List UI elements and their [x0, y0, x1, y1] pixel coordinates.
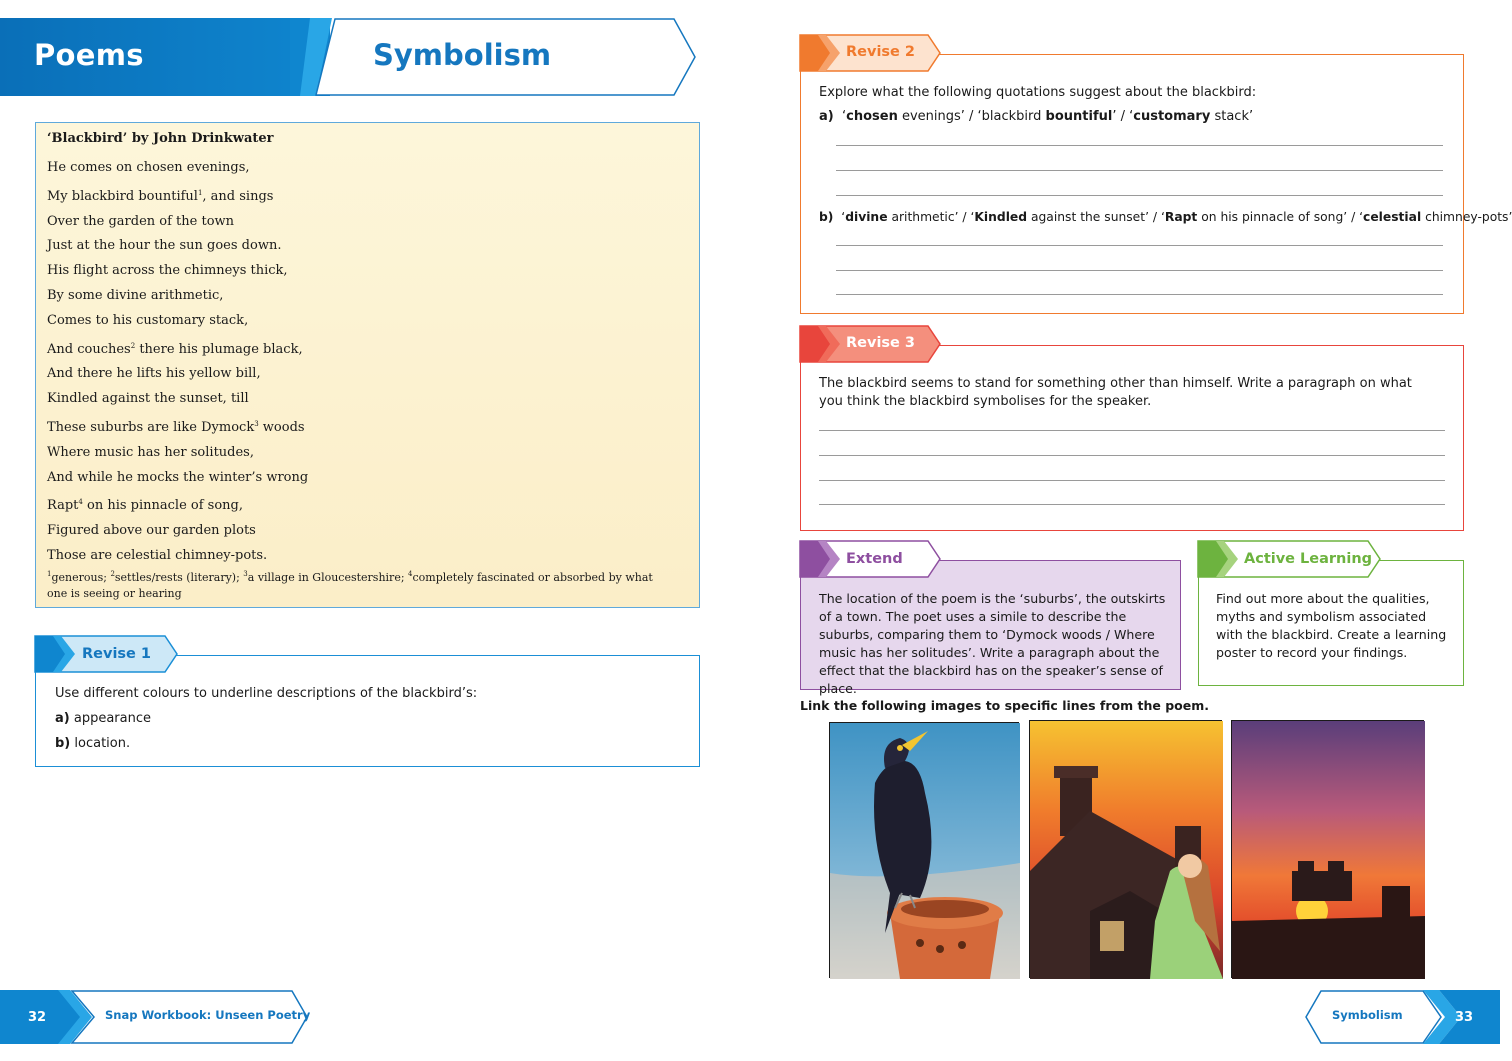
- poem-line: Rapt$^4$ on his pinnacle of song,: [47, 498, 243, 514]
- revise2-item-a: a) ‘chosen evenings’ / ‘blackbird bountiful’ / ‘customary stack’: [819, 109, 1254, 124]
- active-learning-label: Active Learning: [1244, 551, 1373, 567]
- answer-line[interactable]: [836, 294, 1443, 295]
- poem-footnotes: $^1$generous; $^2$settles/rests (literary); $^3$a village in Gloucestershire; $^4$completely fascinated or absorbed by what one is seeing or hearing: [47, 570, 653, 600]
- answer-line[interactable]: [819, 504, 1445, 505]
- answer-line[interactable]: [836, 170, 1443, 171]
- revise2-prompt: Explore what the following quotations suggest about the blackbird:: [819, 85, 1257, 100]
- answer-line[interactable]: [836, 270, 1443, 271]
- answer-line[interactable]: [819, 430, 1445, 431]
- revise1-prompt: Use different colours to underline descriptions of the blackbird’s:: [55, 686, 478, 701]
- poem-line: Over the garden of the town: [47, 213, 235, 229]
- revise1-item-b: b) location.: [55, 736, 131, 751]
- revise1-label: Revise 1: [82, 646, 152, 662]
- poem-line: And couches$^2$ there his plumage black,: [47, 341, 303, 357]
- left-footer-label: Snap Workbook: Unseen Poetry: [105, 1008, 311, 1022]
- poem-line: Just at the hour the sun goes down.: [47, 238, 282, 254]
- section-title: Poems: [34, 38, 144, 72]
- poem-line: Where music has her solitudes,: [47, 444, 254, 460]
- revise1-item-a: a) appearance: [55, 711, 151, 726]
- poem-line: These suburbs are like Dymock$^3$ woods: [47, 419, 305, 435]
- left-page-number: 32: [28, 1010, 47, 1025]
- poem-line: Figured above our garden plots: [47, 523, 256, 539]
- poem-line: My blackbird bountiful$^1$, and sings: [47, 188, 274, 204]
- poem-line: And while he mocks the winter’s wrong: [47, 469, 309, 485]
- revise2-label: Revise 2: [846, 44, 916, 60]
- poem-line: His flight across the chimneys thick,: [47, 263, 288, 279]
- revise3-prompt: The blackbird seems to stand for something other than himself. Write a paragraph on what you think the blackbird symbolises for the speaker.: [819, 376, 1412, 409]
- poem-lines: [47, 156, 308, 569]
- blackbird-on-chimney-image: [829, 722, 1019, 978]
- poem-box: [35, 122, 700, 608]
- poem-title: ‘Blackbird’ by John Drinkwater: [47, 131, 274, 146]
- answer-line[interactable]: [836, 245, 1443, 246]
- active-learning-text: Find out more about the qualities, myths and symbolism associated with the blackbird. Create a learning poster to record your findings.: [1216, 591, 1447, 660]
- poem-line: Those are celestial chimney-pots.: [47, 547, 268, 563]
- poem-line: By some divine arithmetic,: [47, 287, 224, 303]
- revise3-label: Revise 3: [846, 335, 916, 351]
- sunset-silhouette-image: [1231, 720, 1424, 978]
- poem-line: And there he lifts his yellow bill,: [47, 366, 261, 382]
- right-page-number: 33: [1455, 1010, 1474, 1025]
- answer-line[interactable]: [836, 195, 1443, 196]
- page-title: Symbolism: [373, 38, 552, 72]
- answer-line[interactable]: [819, 480, 1445, 481]
- extend-label: Extend: [846, 551, 903, 567]
- images-caption: Link the following images to specific lines from the poem.: [800, 698, 1209, 713]
- revise2-item-b: b) ‘divine arithmetic’ / ‘Kindled against the sunset’ / ‘Rapt on his pinnacle of song’ / ‘celestial chimney-pots’: [819, 210, 1512, 224]
- extend-text: The location of the poem is the ‘suburbs’, the outskirts of a town. The poet uses a simile to describe the suburbs, comparing them to ‘Dymock woods / Where music has her solitudes’. Write a paragraph about the effect that the blackbird has on the speaker’s sense of place.: [819, 591, 1166, 696]
- poem-line: Kindled against the sunset, till: [47, 391, 249, 407]
- poem-line: Comes to his customary stack,: [47, 312, 249, 328]
- chimneys-sunset-image: [1029, 720, 1222, 978]
- answer-line[interactable]: [836, 145, 1443, 146]
- answer-line[interactable]: [819, 455, 1445, 456]
- poem-line: He comes on chosen evenings,: [47, 160, 250, 175]
- right-footer-label: Symbolism: [1332, 1008, 1403, 1022]
